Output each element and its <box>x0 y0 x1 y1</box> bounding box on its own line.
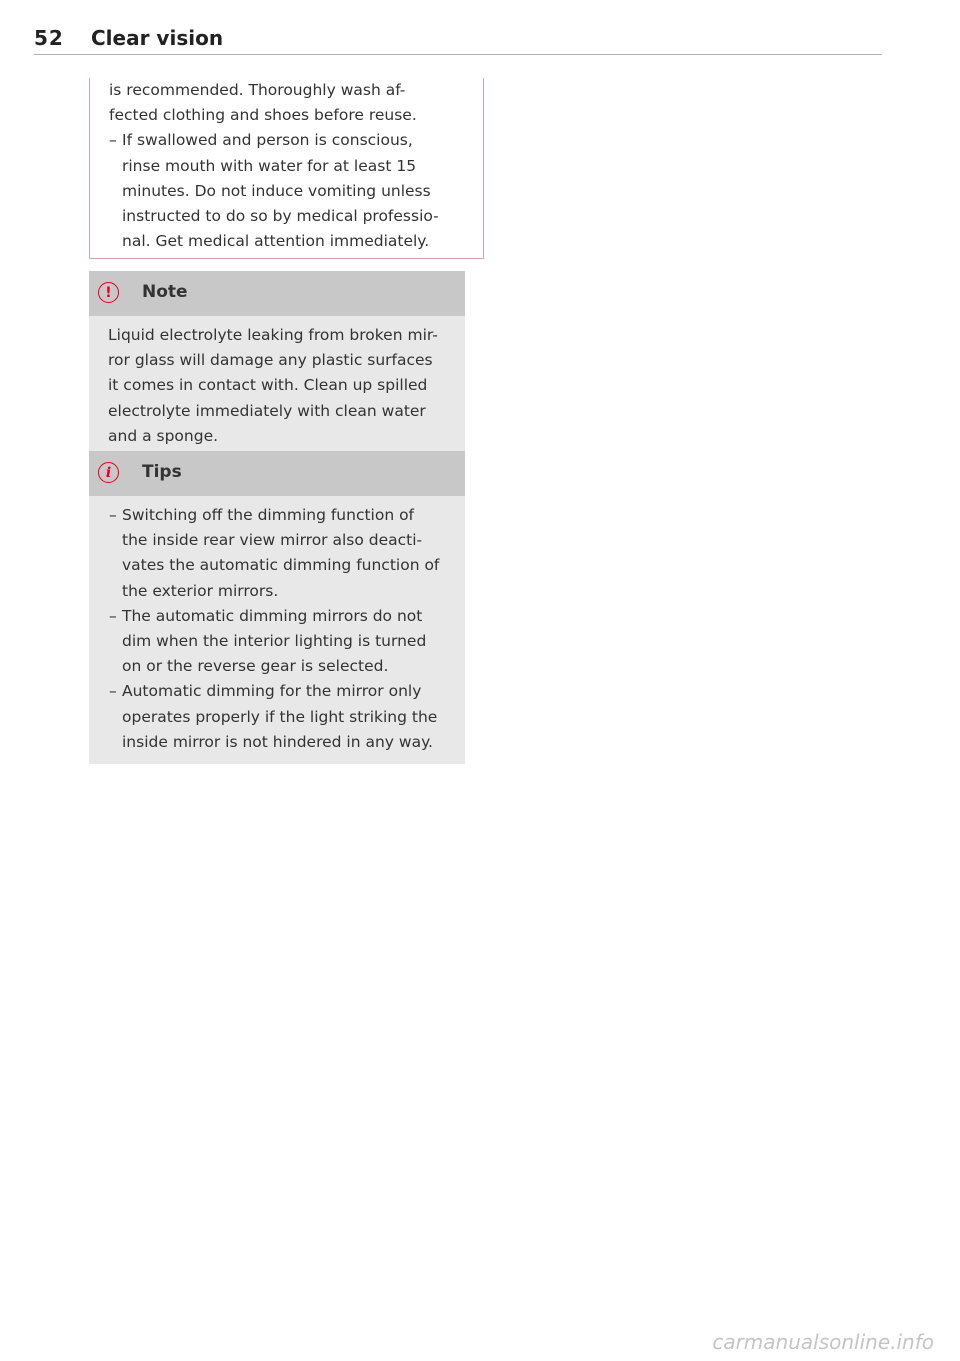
tips-item-line: the inside rear view mirror also deacti- <box>122 531 423 550</box>
tips-item-line: inside mirror is not hindered in any way. <box>122 732 433 751</box>
tips-item-line: Switching off the dimming function of <box>122 506 415 524</box>
exclamation-circle-icon: ! <box>98 282 119 303</box>
section-title: Clear vision <box>91 26 224 50</box>
tips-list-item <box>109 503 450 604</box>
tips-item-line: dim when the interior lighting is turned <box>122 632 427 651</box>
note-title: Note <box>142 282 188 302</box>
list-dash: – <box>109 131 117 150</box>
list-dash: – <box>109 606 117 625</box>
note-line: it comes in contact with. Clean up spilled <box>108 376 428 395</box>
tips-item-line: the exterior mirrors. <box>122 581 279 600</box>
note-header <box>89 271 465 316</box>
tips-list-item <box>109 679 450 755</box>
tips-item-line: vates the automatic dimming function of <box>122 556 440 575</box>
page-header <box>34 22 882 55</box>
tips-title: Tips <box>142 462 182 482</box>
warning-item-line: minutes. Do not induce vomiting unless <box>122 181 431 200</box>
note-line: electrolyte immediately with clean water <box>108 401 426 420</box>
tips-item-line: operates properly if the light striking the <box>122 707 438 726</box>
tips-list-item <box>109 604 450 680</box>
note-body <box>89 316 465 458</box>
tips-item-line: The automatic dimming mirrors do not <box>122 606 423 625</box>
tips-item-line: Automatic dimming for the mirror only <box>122 682 422 701</box>
watermark: carmanualsonline.info <box>712 1330 934 1354</box>
tips-body <box>89 496 465 764</box>
warning-item-line: rinse mouth with water for at least 15 <box>122 156 417 175</box>
warning-continuation <box>89 78 484 259</box>
tips-item-line: on or the reverse gear is selected. <box>122 657 389 676</box>
warning-item-line: nal. Get medical attention immediately. <box>122 232 430 251</box>
note-line: and a sponge. <box>108 426 219 445</box>
warning-item-line: instructed to do so by medical professio- <box>122 207 439 226</box>
warning-line: is recommended. Thoroughly wash af- <box>109 81 406 99</box>
list-dash: – <box>109 682 117 701</box>
tips-box <box>89 451 465 764</box>
info-circle-icon: i <box>98 462 119 483</box>
note-box <box>89 271 465 458</box>
warning-line: fected clothing and shoes before reuse. <box>109 106 417 125</box>
note-line: ror glass will damage any plastic surfaces <box>108 351 433 370</box>
warning-item-line: If swallowed and person is conscious, <box>122 131 413 150</box>
tips-header <box>89 451 465 496</box>
note-line: Liquid electrolyte leaking from broken mir- <box>108 326 438 344</box>
warning-list-item <box>109 128 464 254</box>
page-number: 52 <box>34 26 64 50</box>
list-dash: – <box>109 506 117 524</box>
